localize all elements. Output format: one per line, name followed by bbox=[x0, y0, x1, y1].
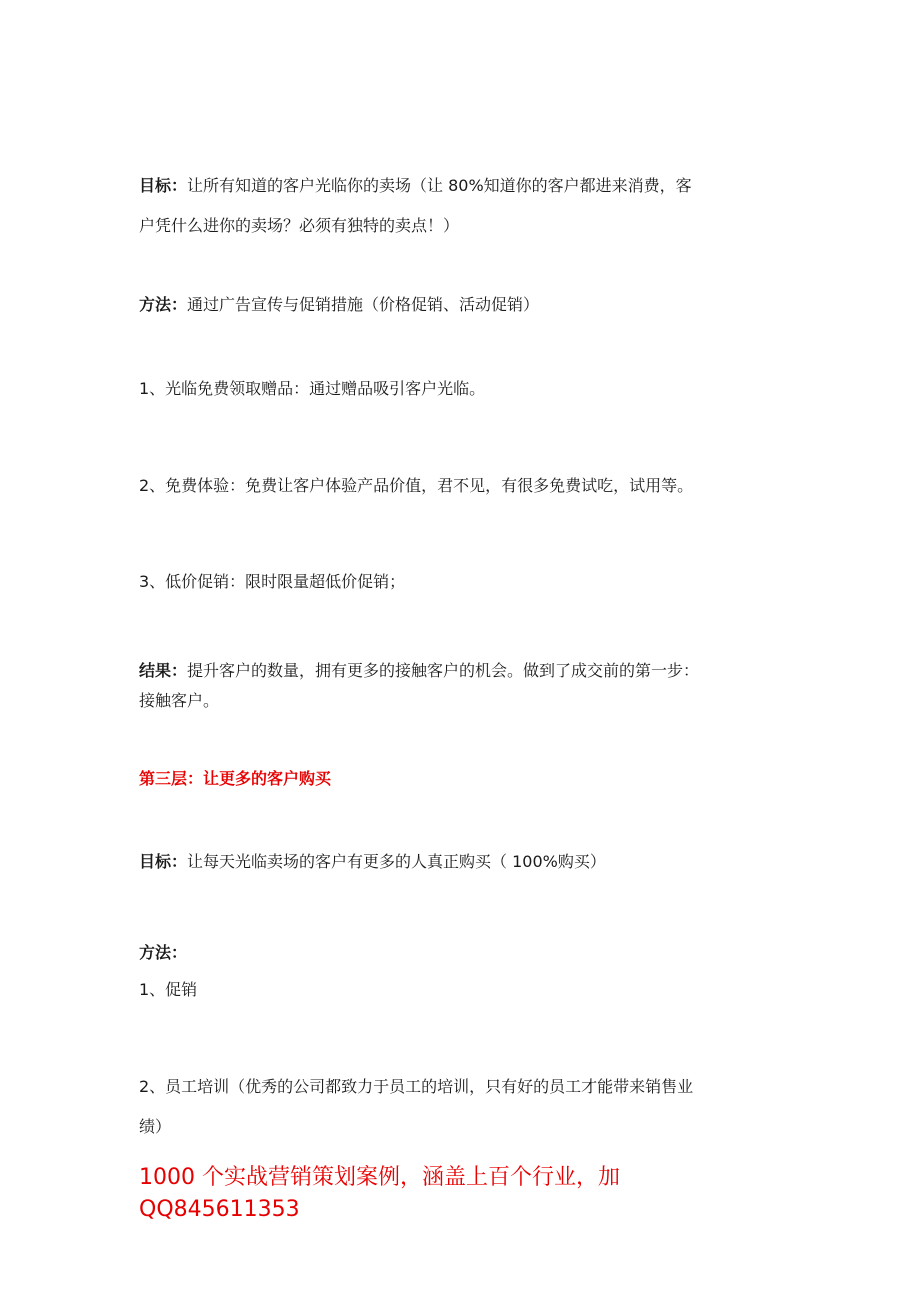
layer3-goal-line bbox=[139, 852, 606, 872]
result-label: 结果： bbox=[139, 661, 188, 680]
method-text: 通过广告宣传与促销措施（价格促销、活动促销） bbox=[187, 295, 540, 314]
layer3-method-item-2-line-1: 2、员工培训（优秀的公司都致力于员工的培训，只有好的员工才能带来销售业 bbox=[139, 1077, 694, 1096]
layer3-goal-text: 让每天光临卖场的客户有更多的人真正购买（ 100%购买） bbox=[187, 852, 606, 871]
layer3-method-label: 方法： bbox=[139, 943, 188, 962]
method-item-2: 2、免费体验：免费让客户体验产品价值，君不见，有很多免费试吃，试用等。 bbox=[139, 476, 694, 495]
method-item-1: 1、光临免费领取赠品：通过赠品吸引客户光临。 bbox=[139, 379, 486, 398]
goal-label: 目标： bbox=[139, 176, 188, 195]
promo-line-2: QQ845611353 bbox=[139, 1197, 300, 1222]
result-text-1: 提升客户的数量，拥有更多的接触客户的机会。做到了成交前的第一步： bbox=[187, 661, 700, 680]
layer3-method-item-2-line-2: 绩） bbox=[139, 1117, 172, 1136]
method-item-3: 3、低价促销：限时限量超低价促销； bbox=[139, 572, 406, 591]
goal-line-2: 户凭什么进你的卖场？必须有独特的卖点！） bbox=[139, 216, 460, 235]
goal-text-1: 让所有知道的客户光临你的卖场（让 80%知道你的客户都进来消费，客 bbox=[187, 176, 692, 195]
method-label: 方法： bbox=[139, 295, 188, 314]
layer3-goal-label: 目标： bbox=[139, 852, 188, 871]
section-heading-layer3: 第三层：让更多的客户购买 bbox=[139, 769, 332, 788]
method-line bbox=[139, 295, 539, 315]
goal-line-1 bbox=[139, 176, 692, 196]
promo-line-1: 1000 个实战营销策划案例，涵盖上百个行业，加 bbox=[139, 1165, 620, 1190]
result-line-2: 接触客户。 bbox=[139, 691, 220, 710]
layer3-method-item-1: 1、促销 bbox=[139, 980, 198, 999]
result-line-1 bbox=[139, 661, 699, 681]
